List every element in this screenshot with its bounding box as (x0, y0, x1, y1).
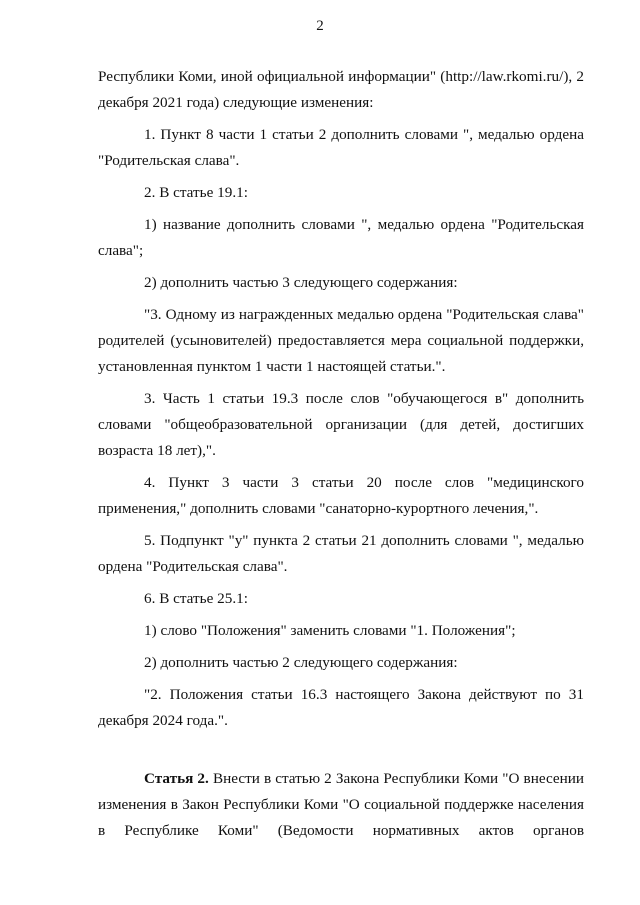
paragraph-item-6: 6. В статье 25.1: (144, 590, 248, 607)
article-2-text: Внести в статью 2 Закона Республики Коми "О внесении изменения в Закон Республики Коми "О социальной поддержке населения в Республике Коми" (Ведомости нормативных актов органов (98, 770, 584, 839)
paragraph-item-6-2-quote: "2. Положения статьи 16.3 настоящего Закона действуют по 31 декабря 2024 года.". (98, 686, 584, 729)
article-2-paragraph (98, 766, 584, 844)
paragraph-item-6-2: 2) дополнить частью 2 следующего содержания: (144, 654, 458, 671)
article-2-heading: Статья 2. (144, 770, 209, 787)
paragraph-item-2-2-quote: "3. Одному из награжденных медалью ордена "Родительская слава" родителей (усыновителей) предоставляется мера социальной поддержки, установленная пунктом 1 части 1 настоящей статьи.". (98, 306, 584, 375)
paragraph-item-2: 2. В статье 19.1: (144, 184, 248, 201)
paragraph-item-2-1: 1) название дополнить словами ", медалью ордена "Родительская слава"; (98, 216, 584, 259)
paragraph-item-4: 4. Пункт 3 части 3 статьи 20 после слов "медицинского применения," дополнить словами "санаторно-курортного лечения,". (98, 474, 584, 517)
paragraph-item-1: 1. Пункт 8 части 1 статьи 2 дополнить словами ", медалью ордена "Родительская слава". (98, 126, 584, 169)
page-number: 2 (316, 18, 324, 34)
paragraph-item-3: 3. Часть 1 статьи 19.3 после слов "обучающегося в" дополнить словами "общеобразовательной организации (для детей, достигших возраста 18 лет),". (98, 390, 584, 459)
paragraph-item-2-2: 2) дополнить частью 3 следующего содержания: (144, 274, 458, 291)
paragraph-item-5: 5. Подпункт "у" пункта 2 статьи 21 дополнить словами ", медалью ордена "Родительская слава". (98, 532, 584, 575)
paragraph-item-6-1: 1) слово "Положения" заменить словами "1. Положения"; (144, 622, 516, 639)
paragraph-intro: Республики Коми, иной официальной информации" (http://law.rkomi.ru/), 2 декабря 2021 года) следующие изменения: (98, 68, 584, 111)
document-body (98, 64, 584, 844)
